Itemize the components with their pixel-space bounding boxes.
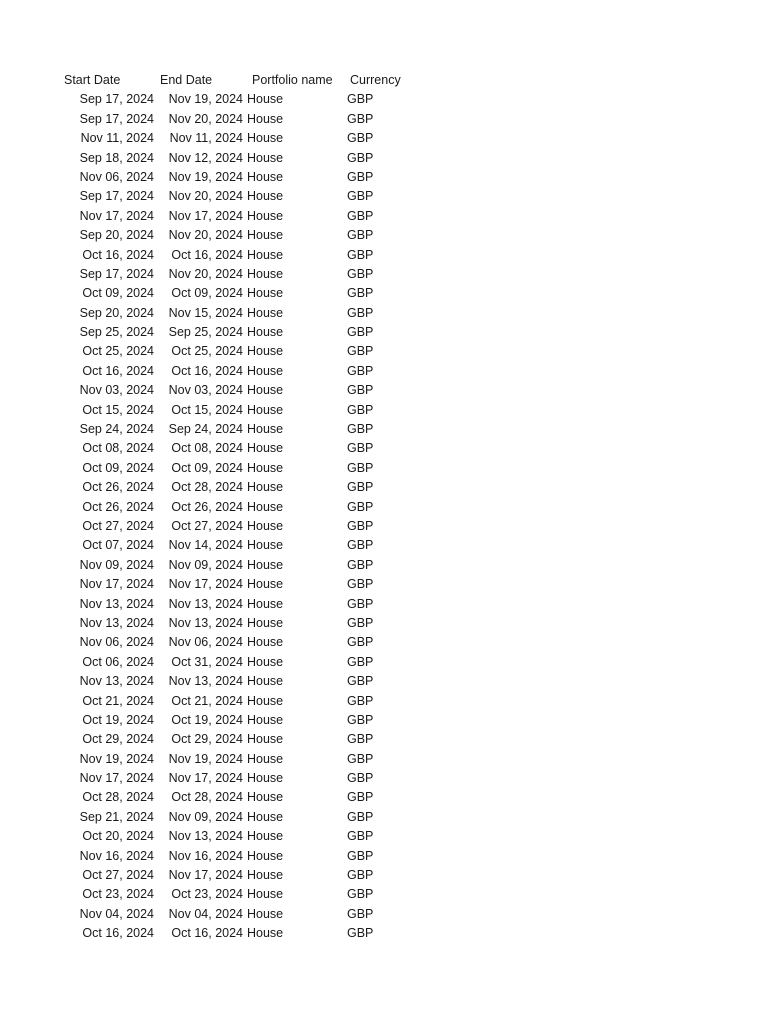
- cell-start-date: Sep 17, 2024: [79, 111, 154, 126]
- cell-start-date: Nov 16, 2024: [79, 848, 154, 863]
- cell-end-date: Oct 08, 2024: [171, 441, 243, 456]
- cell-currency: GBP: [347, 635, 374, 650]
- cell-start-date: Sep 25, 2024: [79, 325, 154, 340]
- cell-currency: GBP: [347, 751, 374, 766]
- cell-start-date: Nov 13, 2024: [79, 596, 154, 611]
- table-row: [60, 420, 420, 439]
- cell-portfolio-name: House: [247, 538, 284, 553]
- table-row: [60, 847, 420, 866]
- cell-currency: GBP: [347, 771, 374, 786]
- table-row: [60, 478, 420, 497]
- cell-portfolio-name: House: [247, 577, 284, 592]
- cell-portfolio-name: House: [247, 111, 284, 126]
- cell-start-date: Oct 19, 2024: [82, 712, 154, 727]
- cell-currency: GBP: [347, 499, 374, 514]
- cell-start-date: Nov 06, 2024: [79, 169, 154, 184]
- cell-portfolio-name: House: [247, 674, 284, 689]
- cell-end-date: Nov 12, 2024: [168, 150, 243, 165]
- cell-start-date: Nov 06, 2024: [79, 635, 154, 650]
- cell-end-date: Oct 28, 2024: [171, 480, 243, 495]
- cell-currency: GBP: [347, 868, 374, 883]
- cell-end-date: Oct 16, 2024: [171, 363, 243, 378]
- cell-end-date: Oct 27, 2024: [171, 518, 243, 533]
- table-row: [60, 556, 420, 575]
- cell-portfolio-name: House: [247, 771, 284, 786]
- cell-start-date: Oct 16, 2024: [82, 926, 154, 941]
- cell-end-date: Oct 29, 2024: [171, 732, 243, 747]
- cell-end-date: Nov 03, 2024: [168, 383, 243, 398]
- cell-portfolio-name: House: [247, 790, 284, 805]
- cell-end-date: Nov 17, 2024: [168, 208, 243, 223]
- cell-start-date: Nov 19, 2024: [79, 751, 154, 766]
- cell-portfolio-name: House: [247, 286, 284, 301]
- cell-portfolio-name: House: [247, 557, 284, 572]
- cell-end-date: Nov 17, 2024: [168, 577, 243, 592]
- cell-end-date: Nov 13, 2024: [168, 674, 243, 689]
- cell-portfolio-name: House: [247, 712, 284, 727]
- cell-end-date: Oct 21, 2024: [171, 693, 243, 708]
- cell-currency: GBP: [347, 111, 374, 126]
- header-portfolio-name: Portfolio name: [252, 73, 333, 87]
- cell-portfolio-name: House: [247, 169, 284, 184]
- cell-start-date: Nov 17, 2024: [79, 577, 154, 592]
- table-row: [60, 207, 420, 226]
- table-row: [60, 304, 420, 323]
- cell-portfolio-name: House: [247, 596, 284, 611]
- table-row: [60, 362, 420, 381]
- cell-portfolio-name: House: [247, 422, 284, 437]
- cell-end-date: Oct 09, 2024: [171, 286, 243, 301]
- cell-portfolio-name: House: [247, 868, 284, 883]
- cell-end-date: Nov 15, 2024: [168, 305, 243, 320]
- table-row: [60, 149, 420, 168]
- cell-start-date: Oct 29, 2024: [82, 732, 154, 747]
- cell-start-date: Oct 23, 2024: [82, 887, 154, 902]
- cell-start-date: Nov 13, 2024: [79, 615, 154, 630]
- cell-end-date: Nov 20, 2024: [168, 266, 243, 281]
- cell-start-date: Oct 09, 2024: [82, 286, 154, 301]
- cell-end-date: Oct 31, 2024: [171, 654, 243, 669]
- cell-currency: GBP: [347, 247, 374, 262]
- cell-portfolio-name: House: [247, 732, 284, 747]
- cell-start-date: Sep 20, 2024: [79, 305, 154, 320]
- table-row: [60, 226, 420, 245]
- cell-portfolio-name: House: [247, 441, 284, 456]
- table-row: [60, 788, 420, 807]
- table-row: [60, 168, 420, 187]
- cell-portfolio-name: House: [247, 615, 284, 630]
- cell-portfolio-name: House: [247, 208, 284, 223]
- cell-currency: GBP: [347, 286, 374, 301]
- cell-start-date: Oct 16, 2024: [82, 247, 154, 262]
- cell-portfolio-name: House: [247, 887, 284, 902]
- table-row: [60, 866, 420, 885]
- cell-currency: GBP: [347, 363, 374, 378]
- cell-portfolio-name: House: [247, 499, 284, 514]
- table-row: [60, 614, 420, 633]
- table-row: [60, 808, 420, 827]
- cell-end-date: Oct 26, 2024: [171, 499, 243, 514]
- cell-start-date: Oct 09, 2024: [82, 460, 154, 475]
- data-table: [60, 71, 420, 944]
- cell-portfolio-name: House: [247, 848, 284, 863]
- cell-start-date: Oct 15, 2024: [82, 402, 154, 417]
- cell-end-date: Oct 15, 2024: [171, 402, 243, 417]
- cell-currency: GBP: [347, 441, 374, 456]
- cell-end-date: Nov 20, 2024: [168, 228, 243, 243]
- table-row: [60, 924, 420, 943]
- cell-end-date: Nov 19, 2024: [168, 169, 243, 184]
- cell-end-date: Oct 25, 2024: [171, 344, 243, 359]
- cell-currency: GBP: [347, 344, 374, 359]
- cell-portfolio-name: House: [247, 363, 284, 378]
- table-row: [60, 905, 420, 924]
- table-row: [60, 498, 420, 517]
- cell-end-date: Nov 17, 2024: [168, 868, 243, 883]
- cell-currency: GBP: [347, 402, 374, 417]
- cell-end-date: Nov 17, 2024: [168, 771, 243, 786]
- cell-start-date: Nov 11, 2024: [80, 131, 154, 146]
- cell-currency: GBP: [347, 887, 374, 902]
- table-row: [60, 381, 420, 400]
- cell-start-date: Oct 21, 2024: [82, 693, 154, 708]
- cell-start-date: Sep 17, 2024: [79, 189, 154, 204]
- table-row: [60, 595, 420, 614]
- cell-currency: GBP: [347, 829, 374, 844]
- cell-end-date: Oct 09, 2024: [171, 460, 243, 475]
- table-row: [60, 284, 420, 303]
- cell-currency: GBP: [347, 383, 374, 398]
- cell-start-date: Sep 21, 2024: [79, 809, 154, 824]
- table-row: [60, 692, 420, 711]
- cell-portfolio-name: House: [247, 92, 284, 107]
- cell-end-date: Sep 24, 2024: [168, 422, 243, 437]
- table-row: [60, 265, 420, 284]
- cell-currency: GBP: [347, 790, 374, 805]
- cell-currency: GBP: [347, 926, 374, 941]
- cell-portfolio-name: House: [247, 228, 284, 243]
- cell-currency: GBP: [347, 712, 374, 727]
- table-row: [60, 885, 420, 904]
- cell-portfolio-name: House: [247, 654, 284, 669]
- cell-portfolio-name: House: [247, 402, 284, 417]
- cell-start-date: Oct 26, 2024: [82, 499, 154, 514]
- cell-end-date: Oct 23, 2024: [171, 887, 243, 902]
- cell-currency: GBP: [347, 169, 374, 184]
- cell-end-date: Oct 28, 2024: [171, 790, 243, 805]
- table-row: [60, 90, 420, 109]
- cell-currency: GBP: [347, 305, 374, 320]
- cell-start-date: Oct 25, 2024: [82, 344, 154, 359]
- cell-currency: GBP: [347, 674, 374, 689]
- cell-end-date: Nov 06, 2024: [168, 635, 243, 650]
- cell-currency: GBP: [347, 615, 374, 630]
- cell-start-date: Nov 17, 2024: [79, 208, 154, 223]
- cell-start-date: Oct 27, 2024: [82, 868, 154, 883]
- table-row: [60, 110, 420, 129]
- table-row: [60, 730, 420, 749]
- cell-end-date: Nov 19, 2024: [168, 92, 243, 107]
- cell-start-date: Oct 06, 2024: [82, 654, 154, 669]
- table-row: [60, 536, 420, 555]
- cell-end-date: Oct 19, 2024: [171, 712, 243, 727]
- cell-portfolio-name: House: [247, 518, 284, 533]
- cell-start-date: Sep 20, 2024: [79, 228, 154, 243]
- table-row: [60, 633, 420, 652]
- cell-portfolio-name: House: [247, 635, 284, 650]
- cell-portfolio-name: House: [247, 189, 284, 204]
- table-row: [60, 672, 420, 691]
- cell-start-date: Oct 20, 2024: [82, 829, 154, 844]
- cell-portfolio-name: House: [247, 344, 284, 359]
- cell-end-date: Nov 13, 2024: [168, 829, 243, 844]
- cell-currency: GBP: [347, 596, 374, 611]
- header-start-date: Start Date: [64, 73, 121, 87]
- table-row: [60, 575, 420, 594]
- cell-start-date: Oct 26, 2024: [82, 480, 154, 495]
- table-row: [60, 439, 420, 458]
- cell-end-date: Oct 16, 2024: [171, 247, 243, 262]
- cell-start-date: Oct 08, 2024: [82, 441, 154, 456]
- table-row: [60, 342, 420, 361]
- cell-currency: GBP: [347, 480, 374, 495]
- cell-currency: GBP: [347, 228, 374, 243]
- cell-start-date: Nov 09, 2024: [79, 557, 154, 572]
- cell-start-date: Oct 16, 2024: [82, 363, 154, 378]
- cell-start-date: Sep 17, 2024: [79, 266, 154, 281]
- cell-start-date: Oct 28, 2024: [82, 790, 154, 805]
- cell-currency: GBP: [347, 518, 374, 533]
- cell-currency: GBP: [347, 266, 374, 281]
- cell-currency: GBP: [347, 848, 374, 863]
- table-body: [60, 90, 420, 943]
- table-row: [60, 750, 420, 769]
- header-end-date: End Date: [160, 73, 213, 87]
- cell-currency: GBP: [347, 538, 374, 553]
- cell-start-date: Oct 27, 2024: [82, 518, 154, 533]
- cell-portfolio-name: House: [247, 305, 284, 320]
- cell-start-date: Nov 17, 2024: [79, 771, 154, 786]
- table-row: [60, 401, 420, 420]
- cell-end-date: Nov 13, 2024: [168, 615, 243, 630]
- table-row: [60, 827, 420, 846]
- table-row: [60, 769, 420, 788]
- cell-currency: GBP: [347, 92, 374, 107]
- cell-currency: GBP: [347, 557, 374, 572]
- cell-portfolio-name: House: [247, 906, 284, 921]
- cell-end-date: Nov 11, 2024: [169, 131, 243, 146]
- cell-currency: GBP: [347, 189, 374, 204]
- cell-start-date: Sep 17, 2024: [79, 92, 154, 107]
- table-row: [60, 246, 420, 265]
- cell-portfolio-name: House: [247, 480, 284, 495]
- header-currency: Currency: [350, 73, 401, 87]
- cell-end-date: Nov 14, 2024: [168, 538, 243, 553]
- table-row: [60, 129, 420, 148]
- cell-portfolio-name: House: [247, 383, 284, 398]
- cell-currency: GBP: [347, 654, 374, 669]
- cell-end-date: Nov 04, 2024: [168, 906, 243, 921]
- table-row: [60, 517, 420, 536]
- cell-portfolio-name: House: [247, 266, 284, 281]
- cell-end-date: Nov 09, 2024: [168, 557, 243, 572]
- table-row: [60, 323, 420, 342]
- cell-end-date: Nov 16, 2024: [168, 848, 243, 863]
- table-row: [60, 653, 420, 672]
- cell-start-date: Nov 03, 2024: [79, 383, 154, 398]
- cell-portfolio-name: House: [247, 460, 284, 475]
- cell-portfolio-name: House: [247, 693, 284, 708]
- cell-end-date: Nov 13, 2024: [168, 596, 243, 611]
- cell-currency: GBP: [347, 577, 374, 592]
- cell-portfolio-name: House: [247, 247, 284, 262]
- cell-portfolio-name: House: [247, 809, 284, 824]
- cell-end-date: Nov 19, 2024: [168, 751, 243, 766]
- cell-end-date: Sep 25, 2024: [168, 325, 243, 340]
- cell-portfolio-name: House: [247, 131, 284, 146]
- header-row: [60, 71, 420, 90]
- cell-currency: GBP: [347, 325, 374, 340]
- cell-end-date: Nov 09, 2024: [168, 809, 243, 824]
- cell-currency: GBP: [347, 460, 374, 475]
- cell-currency: GBP: [347, 693, 374, 708]
- cell-start-date: Sep 24, 2024: [79, 422, 154, 437]
- table-row: [60, 711, 420, 730]
- cell-portfolio-name: House: [247, 325, 284, 340]
- table-row: [60, 187, 420, 206]
- cell-start-date: Nov 04, 2024: [79, 906, 154, 921]
- cell-end-date: Nov 20, 2024: [168, 111, 243, 126]
- cell-currency: GBP: [347, 809, 374, 824]
- cell-portfolio-name: House: [247, 829, 284, 844]
- cell-currency: GBP: [347, 208, 374, 223]
- cell-portfolio-name: House: [247, 926, 284, 941]
- cell-currency: GBP: [347, 150, 374, 165]
- cell-end-date: Oct 16, 2024: [171, 926, 243, 941]
- cell-portfolio-name: House: [247, 751, 284, 766]
- cell-portfolio-name: House: [247, 150, 284, 165]
- cell-currency: GBP: [347, 422, 374, 437]
- cell-currency: GBP: [347, 906, 374, 921]
- table-row: [60, 459, 420, 478]
- cell-currency: GBP: [347, 732, 374, 747]
- cell-start-date: Oct 07, 2024: [82, 538, 154, 553]
- cell-currency: GBP: [347, 131, 374, 146]
- cell-end-date: Nov 20, 2024: [168, 189, 243, 204]
- cell-start-date: Sep 18, 2024: [79, 150, 154, 165]
- cell-start-date: Nov 13, 2024: [79, 674, 154, 689]
